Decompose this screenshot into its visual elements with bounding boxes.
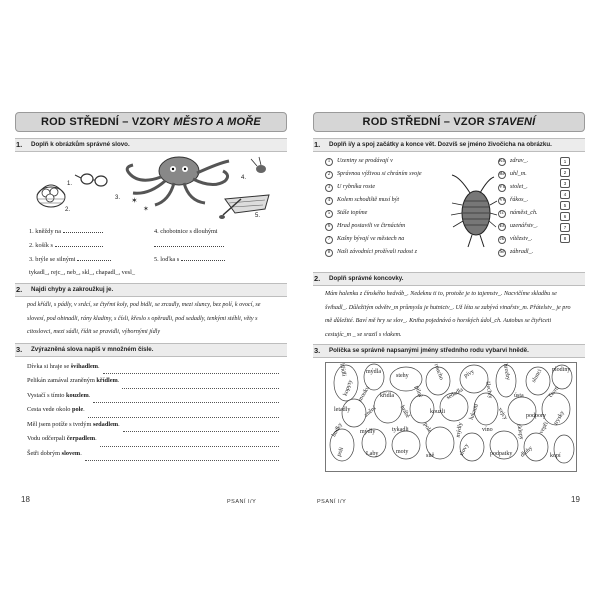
exercise-header: [15, 283, 287, 297]
puzzle-word[interactable]: mýdly: [360, 429, 376, 435]
exercise-header: [313, 344, 585, 358]
answer-box[interactable]: 7: [560, 223, 570, 232]
picture-label: 3.: [115, 195, 121, 201]
exercise-header: [15, 343, 287, 357]
isopod-icon: [450, 155, 498, 265]
answer-box[interactable]: 2: [560, 168, 570, 177]
left-page: [15, 112, 287, 505]
list-item: 2. košík s: [29, 239, 154, 253]
exercise-number: 2.: [16, 285, 23, 294]
exercise-1: [313, 138, 585, 272]
exercise-paragraph: pod křídli, s pádly, v srdcí, se čtyřmi koly, pod bidli, se zrcadly, mezi sluncy, bez polí, k ovocí, se slovesí, pod obinadli, rány kladiny, s čísli, křeslo s opěradli, pod sedadly, tenkými stébli, věty s citoslovci, mezi sádli, řídit se pravidli, výbornými jídly: [27, 302, 261, 335]
answer-box[interactable]: 1: [560, 157, 570, 166]
exercise-instruction: Doplň k obrázkům správné slovo.: [31, 141, 130, 148]
exercise-instruction: Najdi chyby a zakroužkuj je.: [31, 286, 114, 293]
svg-text:✶: ✶: [143, 206, 149, 213]
puzzle-word[interactable]: Laby: [366, 451, 379, 457]
exercise-3: [313, 344, 585, 472]
list-item[interactable]: Še zábradl_.: [499, 249, 534, 255]
list-item[interactable]: Ic náměst_ch.: [498, 207, 560, 220]
answer-box[interactable]: 4: [560, 190, 570, 199]
puzzle-word[interactable]: tykadli: [392, 427, 409, 433]
title-italic: STAVENÍ: [487, 116, 536, 128]
octopus-illustration: [29, 155, 275, 225]
sentence-starts: [325, 155, 450, 272]
list-item[interactable]: 8 Naši závodníci prožívali radost z: [325, 246, 450, 259]
answer-box[interactable]: 8: [560, 234, 570, 243]
exercise-rows: [15, 357, 287, 462]
puzzle-word[interactable]: křídla: [380, 393, 394, 399]
exercise-1: [15, 138, 287, 279]
puzzle-word[interactable]: šlechty: [484, 381, 493, 399]
exercise-number: 1.: [16, 140, 23, 149]
list-item[interactable]: 4 Kolem schodiště musí být: [325, 194, 450, 207]
exercise-header: [313, 138, 585, 152]
list-item[interactable]: 6 Hrad postavili ve čtrnáctém: [325, 220, 450, 233]
puzzle-word[interactable]: pole: [421, 422, 433, 434]
sentence-row: Pelikán zamával zraněným křídlem.: [27, 374, 279, 389]
exercise-number: 3.: [314, 346, 321, 355]
list-item: 3. brýle se silnými: [29, 253, 154, 267]
list-item[interactable]: 1 Uzeniny se prodávají v: [325, 155, 450, 168]
right-page: [313, 112, 585, 505]
word-row: tykadl_, rejc_, neb_, skl_, chapadl_, vesl_: [29, 269, 135, 276]
title-text: ROD STŘEDNÍ – VZORY: [41, 116, 174, 128]
exercise-instruction: Doplň správné koncovky.: [329, 275, 404, 282]
answer-blank[interactable]: [77, 254, 111, 261]
puzzle-word[interactable]: hrábě: [398, 404, 411, 420]
footer-brand: PSANÍ I/Y: [227, 499, 257, 505]
answer-line[interactable]: [93, 394, 279, 403]
page-title: [313, 112, 585, 132]
puzzle-word[interactable]: mýdly: [455, 421, 464, 439]
list-item[interactable]: Re uhl_m.: [499, 171, 527, 177]
puzzle-word[interactable]: lukami: [468, 403, 481, 421]
basket-icon: [37, 185, 65, 207]
puzzle-word[interactable]: slunci: [530, 368, 544, 384]
puzzle-word[interactable]: pilný: [413, 385, 424, 399]
exercise-2: [15, 283, 287, 340]
puzzle-word[interactable]: letadly: [334, 407, 351, 413]
list-item[interactable]: Ko zdrav_.: [499, 158, 529, 164]
creature-picture: [450, 155, 498, 272]
puzzle-word[interactable]: hřídli: [338, 363, 347, 377]
sentence-ends: [498, 155, 560, 272]
list-item[interactable]: Vs řákos_.: [499, 197, 529, 203]
sentence-row: Vystačí s tímto kouzlem.: [27, 389, 279, 404]
puzzle-word[interactable]: mouku: [357, 385, 372, 403]
sentence-row: Vodu odčerpali čerpadlem.: [27, 432, 279, 447]
insect-icon: [251, 157, 266, 173]
list-item[interactable]: 5 Stále topíme: [325, 207, 450, 220]
sentence-row: Cesta vede okolo pole.: [27, 403, 279, 418]
answer-line[interactable]: [88, 409, 279, 418]
puzzle-word[interactable]: podpory: [526, 413, 546, 419]
picture-label: 4.: [241, 175, 247, 181]
exercise-instruction: Doplň i/y a spoj začátky a konce vět. Dozvíš se jméno živočicha na obrázku.: [329, 141, 552, 148]
picture-label: 1.: [67, 181, 73, 187]
svg-text:✶: ✶: [131, 196, 138, 205]
list-item: 1. kněždy na: [29, 225, 154, 239]
answer-line[interactable]: [123, 423, 279, 432]
puzzle-word[interactable]: poli: [336, 446, 346, 458]
puzzle-word[interactable]: sklepy: [515, 423, 525, 441]
coloring-puzzle: [325, 362, 577, 472]
footer-brand: PSANÍ I/Y: [317, 499, 347, 505]
exercise-number: 1.: [314, 140, 321, 149]
list-item[interactable]: 3 U rybníka roste: [325, 181, 450, 194]
sentence-row: Šetři dobrým slovem.: [27, 447, 279, 462]
exercise-number: 3.: [16, 344, 23, 354]
puzzle-word[interactable]: hrozby: [501, 363, 511, 381]
list-item: 4. chobotnice s dlouhými: [154, 228, 218, 235]
exercise-items: [15, 225, 287, 267]
list-item: [154, 239, 279, 253]
list-item[interactable]: Vn stolet_.: [499, 184, 528, 190]
answer-line[interactable]: [103, 365, 279, 374]
glasses-icon: [75, 174, 107, 186]
list-item[interactable]: 2 Správnou výživou si chráním svoje: [325, 168, 450, 181]
exercise-instruction: Zvýrazněná slova napiš v množném čísle.: [31, 345, 154, 353]
puzzle-word[interactable]: sítě: [426, 453, 435, 459]
answer-blank[interactable]: [154, 240, 224, 247]
picture-label: 2.: [65, 207, 71, 213]
exercise-2: [313, 272, 585, 342]
exercise-illustration: [29, 155, 279, 225]
star-icon: [131, 196, 149, 213]
puzzle-word[interactable]: podpatky: [490, 451, 513, 457]
list-item[interactable]: 7 Kašny bývají ve městech na: [325, 233, 450, 246]
puzzle-word[interactable]: pívy: [463, 368, 476, 380]
puzzle-word[interactable]: kopyty: [342, 379, 355, 397]
answer-line[interactable]: [85, 452, 279, 461]
answer-box[interactable]: 6: [560, 212, 570, 221]
puzzle-word[interactable]: moty: [396, 449, 409, 455]
puzzle-word[interactable]: vejcy: [496, 406, 509, 422]
octopus-icon: [127, 157, 229, 205]
list-item: 5. loďka s: [154, 253, 279, 267]
exercise-header: [313, 272, 585, 286]
exercise-header: [15, 138, 287, 152]
sentence-row: Dívka si hraje se švihadlem.: [27, 360, 279, 375]
puzzle-word[interactable]: víno: [482, 427, 493, 433]
answer-line[interactable]: [122, 380, 279, 389]
answer-blank[interactable]: [55, 240, 103, 247]
puzzle-word[interactable]: sedadla: [445, 386, 465, 402]
puzzle-word[interactable]: vepři: [538, 421, 550, 435]
answer-blank[interactable]: [63, 226, 103, 233]
exercise-3: [15, 343, 287, 462]
picture-label: 5.: [255, 213, 261, 219]
boat-icon: [219, 195, 269, 219]
exercise-instruction: Políčka se správně napsanými jmény středního rodu vybarvi hnědě.: [329, 347, 529, 354]
answer-box[interactable]: 5: [560, 201, 570, 210]
puzzle-word[interactable]: dluhy: [519, 445, 535, 459]
puzzle-word[interactable]: roucho: [432, 363, 445, 381]
puzzle-word[interactable]: plodiny: [552, 367, 571, 373]
answer-line[interactable]: [100, 438, 279, 447]
puzzle-word[interactable]: trysky: [553, 410, 566, 426]
page-title: [15, 112, 287, 132]
puzzle-word[interactable]: ústa: [514, 393, 524, 399]
sentence-row: Měl jsem potíže s tvrdým sedadlem.: [27, 418, 279, 433]
puzzle-word[interactable]: kopí: [550, 453, 561, 459]
exercise-number: 2.: [314, 274, 321, 283]
title-text: ROD STŘEDNÍ – VZOR: [362, 116, 488, 128]
puzzle-word[interactable]: slovy: [458, 442, 471, 458]
list-item[interactable]: Eš uzenářstv_.: [499, 223, 538, 229]
puzzle-word[interactable]: mýdla: [366, 369, 381, 375]
answer-boxes: [560, 155, 574, 272]
puzzle-word[interactable]: čtvrti: [547, 385, 561, 399]
puzzle-word[interactable]: budky: [331, 422, 344, 438]
answer-blank[interactable]: [181, 254, 225, 261]
page-number: 19: [571, 495, 580, 504]
puzzle-word[interactable]: znění: [363, 405, 378, 419]
page-number: 18: [21, 495, 30, 504]
matching-exercise: [313, 152, 585, 272]
title-italic: MĚSTO A MOŘE: [173, 116, 261, 128]
puzzle-word[interactable]: stehy: [396, 373, 409, 379]
answer-box[interactable]: 3: [560, 179, 570, 188]
exercise-paragraph: Mám halenku z čínského hedváb_. Nedeknu ti to, protože je to tajemstv_. Nacvičíme skladbu se švihadl_. Důležitým odvětv_m průmyslu je hutnictv_. Už léta se zabývá vinařstv_m. Přátelstv_ je pro mě důležité. Baví mě hry se slov_. Kniha pojednává o horských údol_ch. Autobus se čtyřiceti cestujíc_m _ se srazil s vlakem.: [325, 291, 571, 338]
list-item[interactable]: Jk vítězstv_.: [499, 236, 533, 242]
puzzle-word[interactable]: kouzli: [430, 409, 445, 415]
